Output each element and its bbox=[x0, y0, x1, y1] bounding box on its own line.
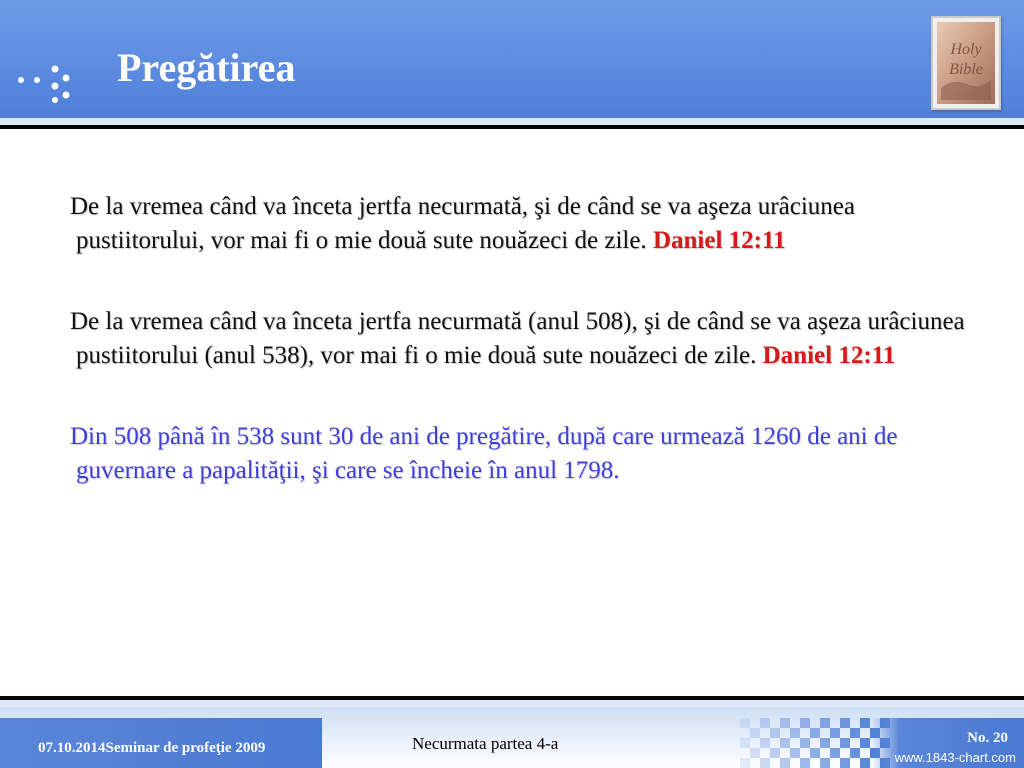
header-divider-dark bbox=[0, 125, 1024, 129]
svg-text:Holy: Holy bbox=[950, 41, 982, 58]
dots-decoration-icon bbox=[14, 58, 78, 104]
paragraph-1 bbox=[70, 190, 988, 258]
footer-left-panel bbox=[0, 718, 322, 768]
header-divider-light bbox=[0, 118, 1024, 125]
paragraph-2-text: De la vremea când va înceta jertfa necurmată (anul 508), şi de când se va aşeza urâciunea pustiitorului (anul 538), vor mai fi o mie două sute nouăzeci de zile. bbox=[70, 308, 965, 369]
footer-date-seminar bbox=[38, 738, 318, 758]
slide-content bbox=[70, 190, 988, 488]
holy-bible-logo bbox=[931, 16, 1001, 110]
page-title: Pregătirea bbox=[117, 45, 296, 90]
footer-date: 07.10.2014 bbox=[38, 740, 106, 756]
paragraph-1-text: De la vremea când va înceta jertfa necurmată, şi de când se va aşeza urâciunea pustiitorului, vor mai fi o mie două sute nouăzeci de zile. bbox=[70, 193, 855, 254]
bible-reference: Daniel 12:11 bbox=[652, 227, 786, 254]
footer-seminar: Seminar de profeţie 2009 bbox=[105, 740, 266, 756]
paragraph-3 bbox=[70, 420, 988, 488]
website-url: www.1843-chart.com bbox=[894, 750, 1016, 765]
footer-divider-light bbox=[0, 700, 1024, 707]
paragraph-3-text: Din 508 până în 538 sunt 30 de ani de pregătire, după care urmează 1260 de ani de guvernare a papalităţii, şi care se încheie în anul 1798. bbox=[70, 423, 898, 484]
footer-right-panel bbox=[872, 718, 1024, 768]
svg-text:Bible: Bible bbox=[949, 61, 983, 78]
bible-reference: Daniel 12:11 bbox=[762, 342, 896, 369]
footer-presentation-title: Necurmata partea 4-a bbox=[412, 734, 559, 753]
checker-decoration-icon bbox=[740, 718, 890, 768]
header-bar bbox=[0, 0, 1024, 118]
paragraph-2 bbox=[70, 305, 988, 373]
slide-number: No. 20 bbox=[967, 730, 1008, 746]
